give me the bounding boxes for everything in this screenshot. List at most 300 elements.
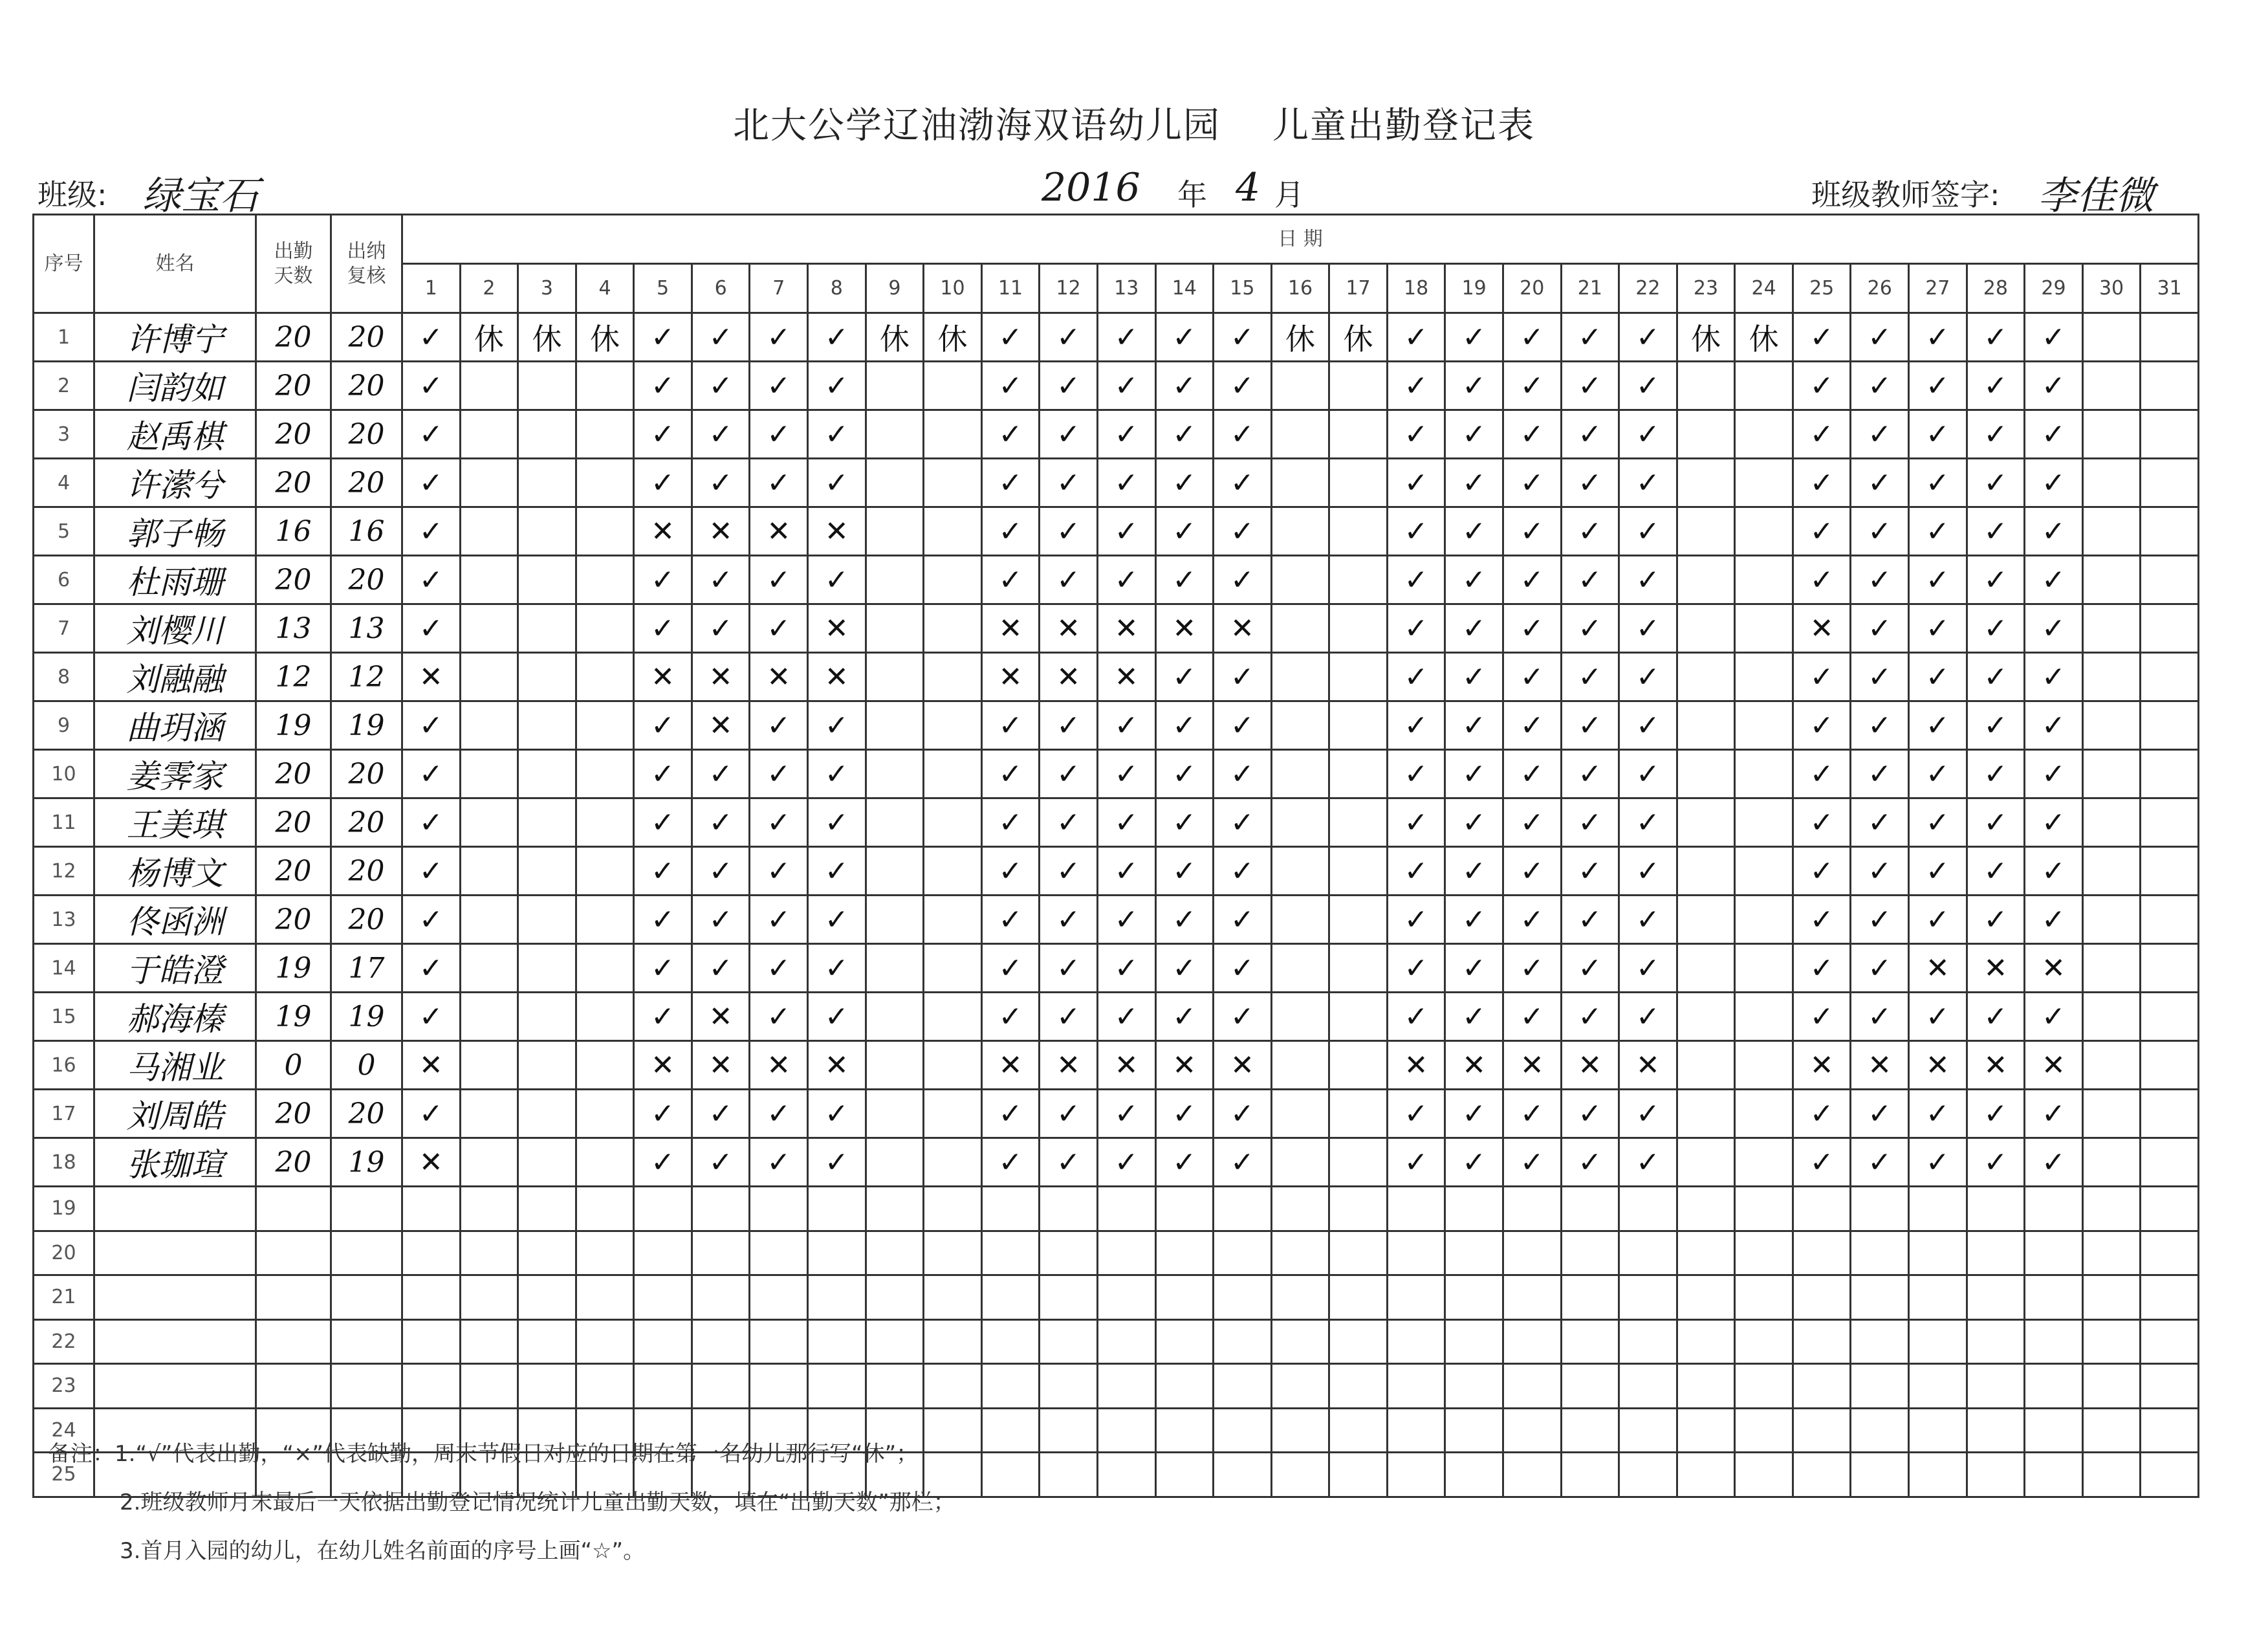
day-header-8: 8 <box>808 264 866 313</box>
day-cell <box>1329 944 1388 993</box>
day-cell <box>2082 701 2141 750</box>
day-cell <box>518 944 576 993</box>
attend-days-value <box>256 1275 331 1320</box>
present-mark: ✓ <box>2025 507 2083 556</box>
present-mark: ✓ <box>1851 798 1909 847</box>
day-cell <box>1329 1090 1388 1138</box>
present-mark: ✓ <box>1793 896 1851 944</box>
present-mark: ✓ <box>1040 1090 1098 1138</box>
day-header-9: 9 <box>866 264 924 313</box>
day-cell <box>1561 1319 1619 1364</box>
day-cell <box>750 1364 808 1409</box>
day-cell <box>1329 507 1388 556</box>
child-name: 许潆兮 <box>94 459 256 507</box>
day-cell <box>1851 1453 1909 1497</box>
day-cell <box>1329 410 1388 459</box>
present-mark: ✓ <box>1967 653 2025 701</box>
teacher-signature: 李佳微 <box>2038 173 2154 219</box>
row-number: 22 <box>34 1319 94 1364</box>
absent-mark: ✕ <box>808 653 866 701</box>
present-mark: ✓ <box>981 1090 1040 1138</box>
day-cell <box>2141 604 2199 653</box>
day-cell <box>1677 750 1735 798</box>
present-mark: ✓ <box>2025 750 2083 798</box>
present-mark: ✓ <box>692 313 750 362</box>
present-mark: ✓ <box>1155 459 1214 507</box>
present-mark: ✓ <box>1851 750 1909 798</box>
table-row <box>34 313 2199 362</box>
present-mark: ✓ <box>1040 1138 1098 1187</box>
present-mark: ✓ <box>402 410 461 459</box>
row-number: 25 <box>34 1453 94 1497</box>
present-mark: ✓ <box>1793 1090 1851 1138</box>
present-mark: ✓ <box>1909 847 1967 896</box>
day-cell <box>460 507 518 556</box>
day-cell <box>2141 556 2199 604</box>
present-mark: ✓ <box>750 993 808 1041</box>
day-cell <box>1040 1231 1098 1275</box>
present-mark: ✓ <box>402 362 461 410</box>
present-mark: ✓ <box>402 701 461 750</box>
present-mark: ✓ <box>1967 750 2025 798</box>
present-mark: ✓ <box>1503 410 1561 459</box>
present-mark: ✓ <box>692 459 750 507</box>
present-mark: ✓ <box>1561 362 1619 410</box>
present-mark: ✓ <box>981 362 1040 410</box>
present-mark: ✓ <box>1851 653 1909 701</box>
present-mark: ✓ <box>1909 362 1967 410</box>
day-cell <box>924 1231 982 1275</box>
day-cell <box>1503 1408 1561 1453</box>
present-mark: ✓ <box>981 847 1040 896</box>
review-value: 19 <box>331 701 402 750</box>
absent-mark: ✕ <box>1909 1041 1967 1090</box>
attend-days-value: 20 <box>256 847 331 896</box>
present-mark: ✓ <box>1909 653 1967 701</box>
present-mark: ✓ <box>1214 313 1272 362</box>
row-number: 1 <box>34 313 94 362</box>
day-cell <box>1735 798 1793 847</box>
day-cell <box>1271 1231 1329 1275</box>
present-mark: ✓ <box>1445 507 1503 556</box>
day-cell <box>518 1319 576 1364</box>
day-cell <box>1329 847 1388 896</box>
present-mark: ✓ <box>634 993 692 1041</box>
present-mark: ✓ <box>692 896 750 944</box>
present-mark: ✓ <box>808 944 866 993</box>
day-cell <box>924 750 982 798</box>
present-mark: ✓ <box>1155 750 1214 798</box>
table-row <box>34 1187 2199 1231</box>
rest-mark: 休 <box>924 313 982 362</box>
day-cell <box>1619 1453 1677 1497</box>
review-value: 16 <box>331 507 402 556</box>
day-cell <box>1271 362 1329 410</box>
child-name: 曲玥涵 <box>94 701 256 750</box>
day-cell <box>2141 459 2199 507</box>
absent-mark: ✕ <box>1619 1041 1677 1090</box>
absent-mark: ✕ <box>1793 604 1851 653</box>
day-cell <box>518 1041 576 1090</box>
absent-mark: ✕ <box>634 1041 692 1090</box>
present-mark: ✓ <box>1445 798 1503 847</box>
present-mark: ✓ <box>808 313 866 362</box>
present-mark: ✓ <box>692 604 750 653</box>
present-mark: ✓ <box>750 362 808 410</box>
present-mark: ✓ <box>808 701 866 750</box>
day-cell <box>1851 1319 1909 1364</box>
day-cell <box>924 944 982 993</box>
present-mark: ✓ <box>981 944 1040 993</box>
day-cell <box>634 1319 692 1364</box>
table-row <box>34 1138 2199 1187</box>
day-cell <box>402 1275 461 1320</box>
day-cell <box>1735 410 1793 459</box>
table-row <box>34 1275 2199 1320</box>
day-cell <box>2082 1041 2141 1090</box>
day-cell <box>1155 1231 1214 1275</box>
present-mark: ✓ <box>808 410 866 459</box>
day-header-4: 4 <box>576 264 634 313</box>
rest-mark: 休 <box>1735 313 1793 362</box>
day-cell <box>1561 1408 1619 1453</box>
present-mark: ✓ <box>1851 313 1909 362</box>
present-mark: ✓ <box>1503 604 1561 653</box>
present-mark: ✓ <box>1097 1090 1155 1138</box>
absent-mark: ✕ <box>1155 1041 1214 1090</box>
present-mark: ✓ <box>1445 653 1503 701</box>
day-cell <box>518 750 576 798</box>
table-row <box>34 507 2199 556</box>
day-cell <box>1155 1408 1214 1453</box>
table-row <box>34 944 2199 993</box>
day-cell <box>1271 944 1329 993</box>
absent-mark: ✕ <box>634 653 692 701</box>
present-mark: ✓ <box>808 798 866 847</box>
table-row <box>34 896 2199 944</box>
day-cell <box>866 896 924 944</box>
day-cell <box>866 507 924 556</box>
present-mark: ✓ <box>1445 896 1503 944</box>
day-cell <box>1967 1453 2025 1497</box>
day-cell <box>1735 847 1793 896</box>
day-cell <box>460 1231 518 1275</box>
present-mark: ✓ <box>634 313 692 362</box>
absent-mark: ✕ <box>1214 1041 1272 1090</box>
day-cell <box>1967 1319 2025 1364</box>
day-cell <box>1735 362 1793 410</box>
attend-days-header <box>256 215 331 313</box>
present-mark: ✓ <box>1040 362 1098 410</box>
row-number: 8 <box>34 653 94 701</box>
day-cell <box>1677 701 1735 750</box>
present-mark: ✓ <box>1503 459 1561 507</box>
present-mark: ✓ <box>1214 701 1272 750</box>
present-mark: ✓ <box>1503 750 1561 798</box>
present-mark: ✓ <box>1619 944 1677 993</box>
attend-days-value: 19 <box>256 944 331 993</box>
present-mark: ✓ <box>1214 507 1272 556</box>
day-cell <box>1967 1187 2025 1231</box>
present-mark: ✓ <box>808 1090 866 1138</box>
day-cell <box>866 944 924 993</box>
absent-mark: ✕ <box>750 507 808 556</box>
row-number: 15 <box>34 993 94 1041</box>
day-cell <box>1271 798 1329 847</box>
day-cell <box>518 993 576 1041</box>
day-cell <box>1329 1453 1388 1497</box>
day-cell <box>1387 1364 1445 1409</box>
day-cell <box>2141 1453 2199 1497</box>
present-mark: ✓ <box>1387 362 1445 410</box>
day-cell <box>2141 798 2199 847</box>
day-cell <box>402 1319 461 1364</box>
day-cell <box>1561 1364 1619 1409</box>
day-cell <box>1155 1453 1214 1497</box>
day-cell <box>576 410 634 459</box>
day-cell <box>1793 1364 1851 1409</box>
present-mark: ✓ <box>1445 459 1503 507</box>
present-mark: ✓ <box>1445 1090 1503 1138</box>
day-cell <box>2082 653 2141 701</box>
day-cell <box>2082 313 2141 362</box>
day-cell <box>1155 1319 1214 1364</box>
day-header-2: 2 <box>460 264 518 313</box>
present-mark: ✓ <box>1155 701 1214 750</box>
row-number: 12 <box>34 847 94 896</box>
attend-days-value: 19 <box>256 993 331 1041</box>
day-cell <box>1793 1231 1851 1275</box>
day-cell <box>1909 1275 1967 1320</box>
day-cell <box>1271 1138 1329 1187</box>
day-cell <box>2141 896 2199 944</box>
day-cell <box>866 459 924 507</box>
day-cell <box>2082 798 2141 847</box>
day-cell <box>460 847 518 896</box>
day-cell <box>2141 750 2199 798</box>
table-body <box>34 313 2199 1497</box>
present-mark: ✓ <box>1155 410 1214 459</box>
day-cell <box>1329 556 1388 604</box>
present-mark: ✓ <box>1040 701 1098 750</box>
present-mark: ✓ <box>1155 1090 1214 1138</box>
day-cell <box>866 604 924 653</box>
child-name: 闫韵如 <box>94 362 256 410</box>
child-name <box>94 1319 256 1364</box>
review-value <box>331 1275 402 1320</box>
absent-mark: ✕ <box>808 507 866 556</box>
present-mark: ✓ <box>634 604 692 653</box>
day-cell <box>1040 1187 1098 1231</box>
day-header-6: 6 <box>692 264 750 313</box>
present-mark: ✓ <box>750 1138 808 1187</box>
present-mark: ✓ <box>1214 459 1272 507</box>
review-value: 20 <box>331 459 402 507</box>
day-cell <box>1387 1408 1445 1453</box>
child-name: 郝海榛 <box>94 993 256 1041</box>
day-cell <box>2082 1275 2141 1320</box>
present-mark: ✓ <box>1967 604 2025 653</box>
day-cell <box>2141 993 2199 1041</box>
present-mark: ✓ <box>1851 459 1909 507</box>
present-mark: ✓ <box>402 507 461 556</box>
seq-header: 序号 <box>34 215 94 313</box>
day-cell <box>2141 1090 2199 1138</box>
present-mark: ✓ <box>1909 410 1967 459</box>
day-cell <box>2082 1364 2141 1409</box>
day-cell <box>1271 1090 1329 1138</box>
row-number: 5 <box>34 507 94 556</box>
table-row <box>34 701 2199 750</box>
day-cell <box>1677 1319 1735 1364</box>
day-cell <box>924 459 982 507</box>
absent-mark: ✕ <box>692 1041 750 1090</box>
day-cell <box>981 1408 1040 1453</box>
day-cell <box>460 750 518 798</box>
absent-mark: ✕ <box>750 1041 808 1090</box>
row-number: 6 <box>34 556 94 604</box>
row-number: 20 <box>34 1231 94 1275</box>
present-mark: ✓ <box>1793 1138 1851 1187</box>
day-cell <box>1387 1187 1445 1231</box>
day-cell <box>1677 1138 1735 1187</box>
day-cell <box>1735 459 1793 507</box>
day-cell <box>866 847 924 896</box>
present-mark: ✓ <box>1040 313 1098 362</box>
day-cell <box>1387 1319 1445 1364</box>
day-cell <box>1909 1408 1967 1453</box>
attend-days-value: 20 <box>256 459 331 507</box>
day-cell <box>1271 1453 1329 1497</box>
day-cell <box>1677 459 1735 507</box>
day-cell <box>2082 459 2141 507</box>
day-cell <box>1445 1319 1503 1364</box>
day-cell <box>576 604 634 653</box>
present-mark: ✓ <box>1967 993 2025 1041</box>
day-cell <box>924 1319 982 1364</box>
present-mark: ✓ <box>808 1138 866 1187</box>
day-cell <box>460 944 518 993</box>
present-mark: ✓ <box>1040 798 1098 847</box>
present-mark: ✓ <box>808 847 866 896</box>
day-cell <box>460 556 518 604</box>
child-name: 于皓澄 <box>94 944 256 993</box>
present-mark: ✓ <box>1387 653 1445 701</box>
present-mark: ✓ <box>1619 410 1677 459</box>
day-cell <box>1445 1364 1503 1409</box>
day-cell <box>1271 556 1329 604</box>
present-mark: ✓ <box>1561 1138 1619 1187</box>
present-mark: ✓ <box>2025 1090 2083 1138</box>
day-cell <box>981 1187 1040 1231</box>
day-cell <box>866 362 924 410</box>
note-3: 3.首月入园的幼儿，在幼儿姓名前面的序号上画“☆”。 <box>120 1538 646 1564</box>
attend-days-value: 20 <box>256 750 331 798</box>
day-cell <box>924 1364 982 1409</box>
year-field: 2016 <box>1041 165 1140 210</box>
present-mark: ✓ <box>808 896 866 944</box>
present-mark: ✓ <box>1503 507 1561 556</box>
day-cell <box>576 362 634 410</box>
day-cell <box>576 1319 634 1364</box>
child-name: 郭子畅 <box>94 507 256 556</box>
day-cell <box>1909 1364 1967 1409</box>
day-cell <box>1619 1364 1677 1409</box>
day-cell <box>1561 1275 1619 1320</box>
day-cell <box>576 653 634 701</box>
day-cell <box>866 1364 924 1409</box>
day-cell <box>1793 1408 1851 1453</box>
day-cell <box>1271 604 1329 653</box>
day-cell <box>1040 1319 1098 1364</box>
day-cell <box>634 1187 692 1231</box>
day-cell <box>402 1364 461 1409</box>
day-cell <box>2141 362 2199 410</box>
day-cell <box>2025 1453 2083 1497</box>
review-value: 13 <box>331 604 402 653</box>
day-cell <box>1735 507 1793 556</box>
day-cell <box>1040 1364 1098 1409</box>
day-cell <box>402 1187 461 1231</box>
present-mark: ✓ <box>1503 1090 1561 1138</box>
present-mark: ✓ <box>1503 701 1561 750</box>
day-header-30: 30 <box>2082 264 2141 313</box>
absent-mark: ✕ <box>1097 1041 1155 1090</box>
present-mark: ✓ <box>1040 507 1098 556</box>
present-mark: ✓ <box>2025 362 2083 410</box>
attend-days-value: 20 <box>256 1090 331 1138</box>
day-cell <box>1040 1453 1098 1497</box>
present-mark: ✓ <box>1851 1138 1909 1187</box>
day-cell <box>1097 1231 1155 1275</box>
present-mark: ✓ <box>1445 362 1503 410</box>
day-cell <box>1271 653 1329 701</box>
present-mark: ✓ <box>1214 847 1272 896</box>
child-name: 刘融融 <box>94 653 256 701</box>
day-cell <box>1909 1187 1967 1231</box>
day-cell <box>1271 1319 1329 1364</box>
day-cell <box>1445 1408 1503 1453</box>
present-mark: ✓ <box>634 944 692 993</box>
rest-mark: 休 <box>1271 313 1329 362</box>
day-cell <box>1097 1364 1155 1409</box>
table-row <box>34 993 2199 1041</box>
absent-mark: ✕ <box>1503 1041 1561 1090</box>
day-cell <box>692 1319 750 1364</box>
day-cell <box>518 604 576 653</box>
present-mark: ✓ <box>1445 604 1503 653</box>
review-value: 20 <box>331 798 402 847</box>
rest-mark: 休 <box>866 313 924 362</box>
present-mark: ✓ <box>1851 604 1909 653</box>
day-cell <box>518 1275 576 1320</box>
present-mark: ✓ <box>1097 507 1155 556</box>
present-mark: ✓ <box>1503 944 1561 993</box>
day-cell <box>1445 1275 1503 1320</box>
present-mark: ✓ <box>1387 556 1445 604</box>
day-cell <box>576 1041 634 1090</box>
day-cell <box>750 1231 808 1275</box>
day-cell <box>460 410 518 459</box>
day-cell <box>1677 410 1735 459</box>
day-cell <box>1735 750 1793 798</box>
absent-mark: ✕ <box>692 701 750 750</box>
present-mark: ✓ <box>1619 896 1677 944</box>
rest-mark: 休 <box>1677 313 1735 362</box>
day-cell <box>924 896 982 944</box>
day-header-29: 29 <box>2025 264 2083 313</box>
present-mark: ✓ <box>1909 1138 1967 1187</box>
